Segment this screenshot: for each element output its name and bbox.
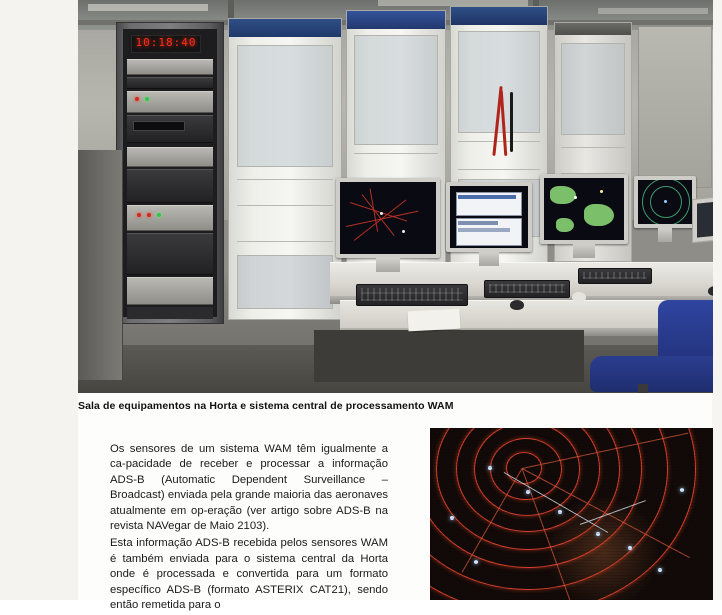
mouse-1 [510,300,524,310]
chair-post [638,384,648,393]
page-margin-left [0,0,78,600]
photo-caption: Sala de equipamentos na Horta e sistema central de processamento WAM [78,400,454,412]
target-blip [450,516,454,520]
monitor-screen [634,176,696,228]
equipment-rack-left [116,22,224,324]
monitor-app-2 [446,182,532,252]
paragraph-1: Os sensores de um sistema WAM têm igualmente a ca-pacidade de receber e processar a informação ADS-B (Automatic Dependent Surveillance – Broadcast) enviada pela grande maioria das aeronaves atualmente em op-eração (ver artigo sobre ADS-B na revista NAVegar de Maio 2103). [110,443,388,533]
cable-black [510,92,513,152]
target-blip [474,560,478,564]
keyboard-1 [356,284,468,306]
mouse-2 [572,292,586,302]
under-desk-shadow [314,330,584,382]
monitor-radar-4 [634,176,696,228]
wall-cabinet-left [78,150,123,380]
monitor-screen [540,174,628,244]
monitor-screen [336,178,440,258]
body-text-column [110,442,388,615]
rack-clock-display: 10:18:40 [131,35,201,53]
ceiling-light [598,8,708,14]
target-blip [488,466,492,470]
paragraph-2: Esta informação ADS-B recebida pelos sensores WAM é também enviada para o sistema central da Horta onde é processada e convertida para um formato específico ADS-B (formato ASTERIX CAT21), sendo então remetida para o [110,537,388,612]
laptop [692,193,713,243]
chair-seat [590,356,713,392]
paper-sheet [408,309,461,332]
mouse-3 [708,286,713,296]
monitor-radar-1 [336,178,440,258]
equipment-room-photo [78,0,713,393]
radar-display-photo [430,428,713,600]
target-blip [596,532,600,536]
wall-panel [638,26,712,188]
equipment-cabinet-1 [228,18,342,320]
target-blip [680,488,684,492]
ceiling-light [88,4,208,11]
target-blip [628,546,632,550]
monitor-map-3 [540,174,628,244]
monitor-screen [446,182,532,252]
target-blip [558,510,562,514]
target-blip [658,568,662,572]
target-blip [526,490,530,494]
page-margin-right [712,0,722,600]
keyboard-3 [578,268,652,284]
keyboard-2 [484,280,570,298]
